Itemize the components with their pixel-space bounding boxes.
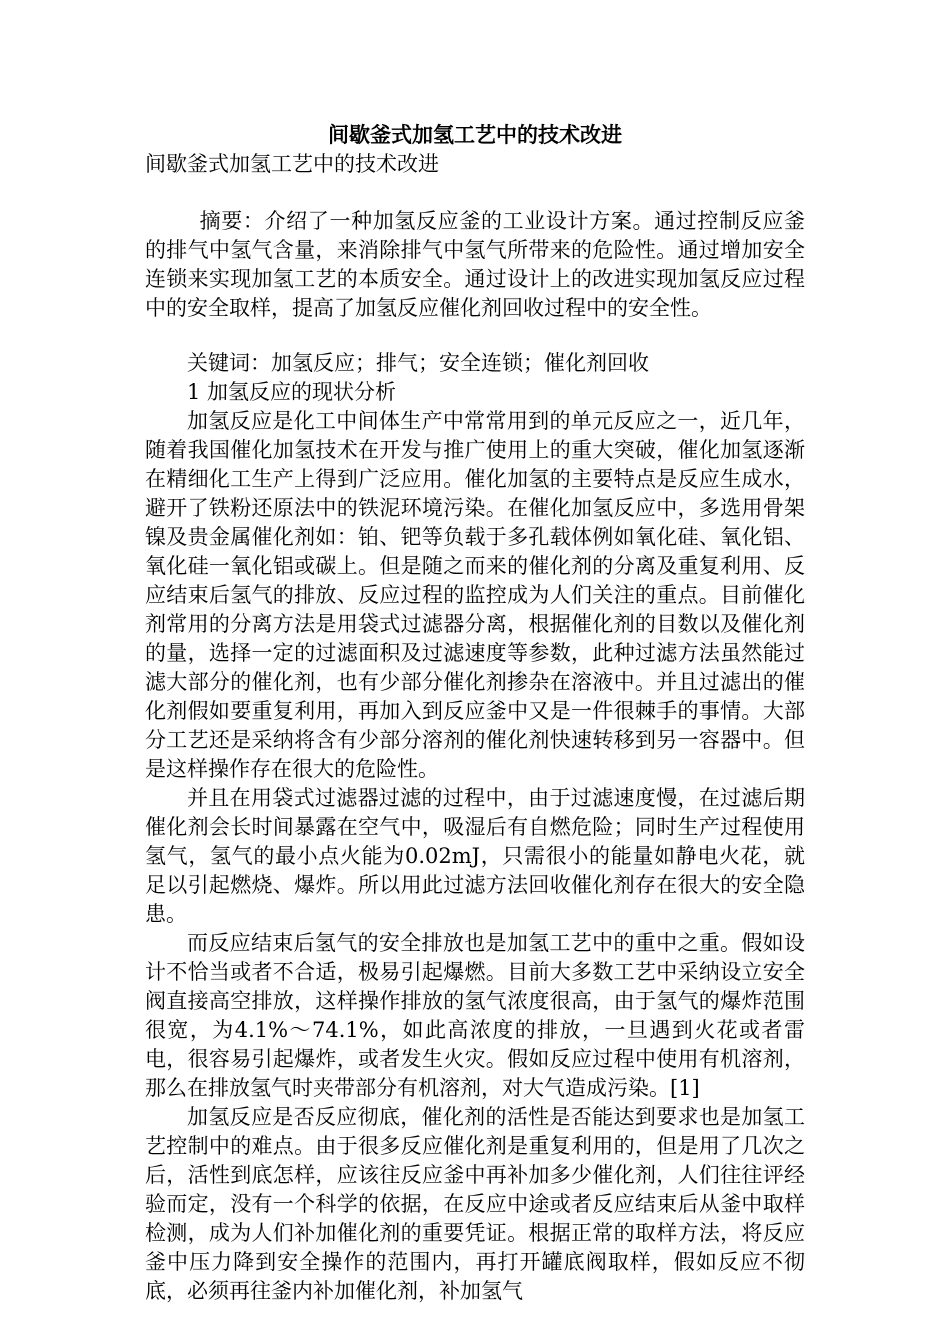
- body-paragraph: 而反应结束后氢气的安全排放也是加氢工艺中的重中之重。假如设计不恰当或者不合适，极易引起爆燃。目前大多数工艺中采纳设立安全阀直接高空排放，这样操作排放的氢气浓度很高，由于氢气的爆炸范围很宽，为4.1%～74.1%，如此高浓度的排放，一旦遇到火花或者雷电，很容易引起爆炸，或者发生火灾。假如反应过程中使用有机溶剂，那么在排放氢气时夹带部分有机溶剂，对大气造成污染。[1]: [145, 931, 805, 1100]
- body-paragraph: 加氢反应是化工中间体生产中常常用到的单元反应之一，近几年，随着我国催化加氢技术在开发与推广使用上的重大突破，催化加氢逐渐在精细化工生产上得到广泛应用。催化加氢的主要特点是反应生成水，避开了铁粉还原法中的铁泥环境污染。在催化加氢反应中，多选用骨架镍及贵金属催化剂如：铂、钯等负载于多孔载体例如氧化硅、氧化铝、氧化硅一氧化铝或碳上。但是随之而来的催化剂的分离及重复利用、反应结束后氢气的排放、反应过程的监控成为人们关注的重点。目前催化剂常用的分离方法是用袋式过滤器分离，根据催化剂的目数以及催化剂的量，选择一定的过滤面积及过滤速度等参数，此种过滤方法虽然能过滤大部分的催化剂，也有少部分催化剂掺杂在溶液中。并且过滤出的催化剂假如要重复利用，再加入到反应釜中又是一件很棘手的事情。大部分工艺还是采纳将含有少部分溶剂的催化剂快速转移到另一容器中。但是这样操作存在很大的危险性。: [145, 409, 805, 781]
- abstract-paragraph: 摘要：介绍了一种加氢反应釜的工业设计方案。通过控制反应釜的排气中氢气含量，来消除排气中氢气所带来的危险性。通过增加安全连锁来实现加氢工艺的本质安全。通过设计上的改进实现加氢反应过程中的安全取样，提高了加氢反应催化剂回收过程中的安全性。: [145, 209, 805, 320]
- section-heading: 1 加氢反应的现状分析: [187, 380, 397, 404]
- keywords-line: 关键词：加氢反应；排气；安全连锁；催化剂回收: [187, 351, 649, 375]
- document-subtitle: 间歇釜式加氢工艺中的技术改进: [145, 152, 439, 176]
- body-paragraph: 并且在用袋式过滤器过滤的过程中，由于过滤速度慢，在过滤后期催化剂会长时间暴露在空气中，吸湿后有自燃危险；同时生产过程使用氢气，氢气的最小点火能为0.02mJ，只需很小的能量如静电火花，就足以引起燃烧、爆炸。所以用此过滤方法回收催化剂存在很大的安全隐患。: [145, 786, 805, 926]
- document-title: 间歇釜式加氢工艺中的技术改进: [328, 122, 622, 147]
- body-paragraph: 加氢反应是否反应彻底，催化剂的活性是否能达到要求也是加氢工艺控制中的难点。由于很多反应催化剂是重复利用的，但是用了几次之后，活性到底怎样，应该往反应釜中再补加多少催化剂，人们往往评经验而定，没有一个科学的依据，在反应中途或者反应结束后从釜中取样检测，成为人们补加催化剂的重要凭证。根据正常的取样方法，将反应釜中压力降到安全操作的范围内，再打开罐底阀取样，假如反应不彻底，必须再往釜内补加催化剂，补加氢气: [145, 1105, 805, 1303]
- document-page: [145, 120, 805, 1306]
